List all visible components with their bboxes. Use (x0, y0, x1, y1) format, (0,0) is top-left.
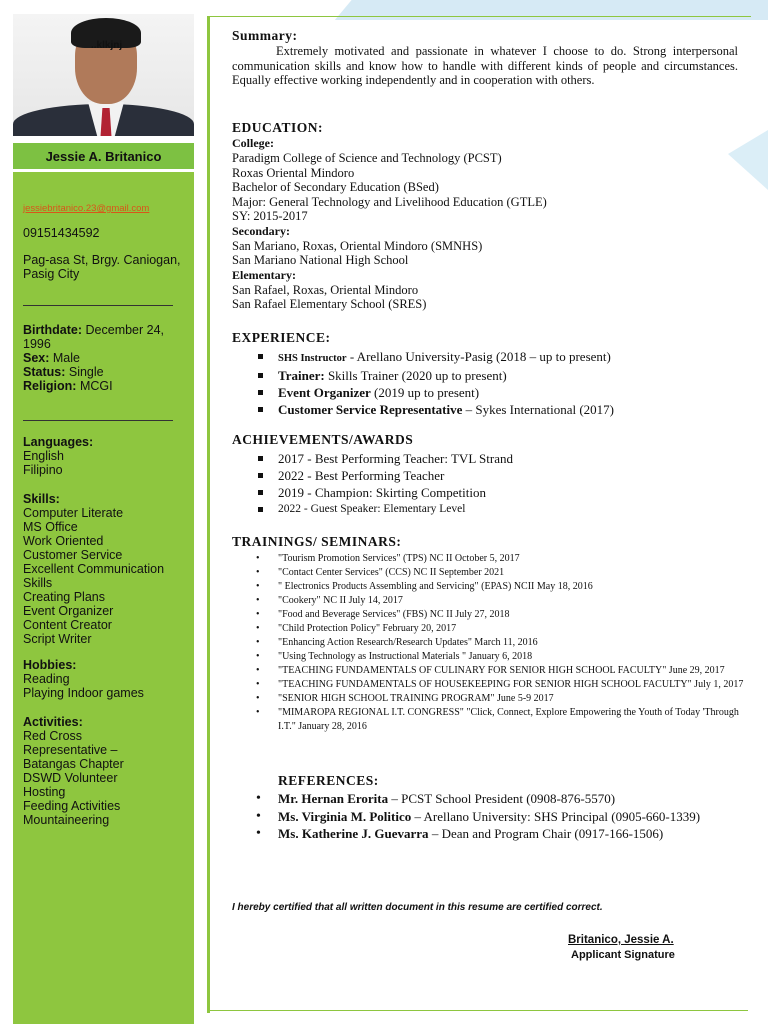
language-item: Filipino (23, 463, 63, 477)
profile-photo (13, 14, 194, 136)
activity-item: Feeding Activities (23, 799, 121, 813)
reference-item (232, 808, 738, 826)
summary-heading: Summary: (232, 28, 298, 43)
photo-caption: ..klkjnj (91, 40, 123, 51)
hobbies-heading: Hobbies: (23, 658, 77, 672)
religion-label: Religion: (23, 379, 77, 393)
divider (23, 420, 173, 421)
sex-value: Male (52, 351, 80, 365)
activity-item: DSWD Volunteer (23, 771, 118, 785)
reference-name: Ms. Virginia M. Politico (278, 808, 412, 824)
phone-number: 09151434592 (23, 226, 100, 240)
education-line: San Mariano, Roxas, Oriental Mindoro (SMNHS) (232, 238, 483, 253)
skill-item: Computer Literate (23, 506, 124, 520)
main-frame-bottom (207, 1010, 748, 1011)
skill-item: Creating Plans (23, 590, 105, 604)
secondary-label: Secondary: (232, 223, 290, 238)
skill-item: Skills (23, 576, 53, 590)
training-item: • "Child Protection Policy" February 20, 2017 (232, 622, 747, 636)
experience-item (232, 367, 738, 384)
reference-detail: – Dean and Program Chair (0917-166-1506) (428, 826, 664, 841)
trainings-section (232, 534, 747, 734)
skills-heading: Skills: (23, 492, 60, 506)
achievements-section (232, 432, 738, 518)
language-item: English (23, 449, 64, 463)
references-heading: REFERENCES: (278, 773, 379, 788)
training-item: • "Cookery" NC II July 14, 2017 (232, 594, 747, 608)
education-line: Roxas Oriental Mindoro (232, 165, 355, 180)
skill-item: Excellent Communication (23, 562, 165, 576)
achievement-item: 2019 - Champion: Skirting Competition (232, 484, 738, 501)
experience-item (232, 384, 738, 401)
personal-info (23, 323, 188, 393)
reference-detail: – PCST School President (0908-876-5570) (388, 791, 616, 806)
reference-name: Mr. Hernan Erorita (278, 791, 389, 806)
activities-heading: Activities: (23, 715, 83, 729)
experience-section (232, 330, 738, 418)
skill-item: MS Office (23, 520, 78, 534)
achievement-item: 2022 - Guest Speaker: Elementary Level (232, 501, 738, 518)
status-value: Single (68, 365, 104, 379)
training-item: • " Electronics Products Assembling and Servicing" (EPAS) NCII May 18, 2016 (232, 580, 747, 594)
education-line: Major: General Technology and Livelihood Education (GTLE) (232, 194, 547, 209)
reference-item (232, 790, 738, 808)
training-item: • "Contact Center Services" (CCS) NC II September 2021 (232, 566, 747, 580)
divider (23, 305, 173, 306)
skill-item: Customer Service (23, 548, 123, 562)
education-section (232, 120, 738, 312)
activity-item: Representative – (23, 743, 118, 757)
applicant-name: Jessie A. Britanico (13, 143, 194, 169)
achievements-heading: ACHIEVEMENTS/AWARDS (232, 432, 414, 447)
experience-detail: - Arellano University-Pasig (2018 – up to present) (346, 349, 611, 364)
elementary-label: Elementary: (232, 267, 296, 282)
email-link[interactable]: jessiebritanico.23@gmail.com (23, 203, 150, 214)
education-line: Bachelor of Secondary Education (BSed) (232, 180, 439, 194)
reference-detail: – Arellano University: SHS Principal (0905-660-1339) (411, 808, 701, 824)
skill-item: Script Writer (23, 632, 92, 646)
college-label: College: (232, 136, 274, 150)
experience-role: Event Organizer (278, 385, 371, 400)
hobbies-section (23, 658, 144, 700)
skill-item: Content Creator (23, 618, 112, 632)
experience-item (232, 401, 738, 418)
activity-item: Red Cross (23, 729, 83, 743)
activity-item: Hosting (23, 785, 66, 799)
experience-role: Customer Service Representative (278, 402, 463, 417)
reference-item (232, 825, 738, 843)
sidebar (13, 172, 194, 1024)
skills-section (23, 492, 164, 646)
summary-text: Extremely motivated and passionate in whatever I choose to do. Strong interpersonal communication skills and know how to handle with different kinds of people and circumstances. Equally effective working independently and in cooperation with others. (232, 44, 738, 87)
experience-detail: – Sykes International (2017) (462, 402, 614, 417)
certification-statement: I hereby certified that all written document in this resume are certified correct. (232, 902, 603, 913)
experience-role: Trainer: (278, 368, 325, 383)
hobby-item: Playing Indoor games (23, 686, 144, 700)
signature-name: Britanico, Jessie A. (568, 934, 674, 946)
languages-section (23, 435, 93, 477)
hobby-item: Reading (23, 672, 70, 686)
languages-heading: Languages: (23, 435, 94, 449)
status-label: Status: (23, 365, 66, 379)
trainings-heading: TRAININGS/ SEMINARS: (232, 534, 402, 549)
experience-detail: (2019 up to present) (370, 385, 480, 400)
religion-value: MCGI (79, 379, 113, 393)
activity-item: Batangas Chapter (23, 757, 124, 771)
training-item: • "Food and Beverage Services" (FBS) NC II July 27, 2018 (232, 608, 747, 622)
birthdate-value: December 24, 1996 (23, 323, 165, 351)
training-item: • "Using Technology as Instructional Materials " January 6, 2018 (232, 650, 747, 664)
education-line: SY: 2015-2017 (232, 209, 308, 223)
education-line: San Mariano National High School (232, 253, 409, 267)
education-line: San Rafael, Roxas, Oriental Mindoro (232, 282, 419, 297)
experience-heading: EXPERIENCE: (232, 330, 331, 345)
experience-role: SHS Instructor (278, 353, 347, 364)
summary-section (232, 28, 738, 88)
skill-item: Event Organizer (23, 604, 114, 618)
activity-item: Mountaineering (23, 813, 110, 827)
references-section (232, 773, 738, 843)
training-item: • "SENIOR HIGH SCHOOL TRAINING PROGRAM" June 5-9 2017 (232, 692, 747, 706)
experience-item (232, 348, 738, 367)
address: Pag-asa St, Brgy. Caniogan, Pasig City (23, 253, 181, 281)
training-item: • "Enhancing Action Research/Research Updates" March 11, 2016 (232, 636, 747, 650)
skill-item: Work Oriented (23, 534, 104, 548)
sex-label: Sex: (23, 351, 50, 365)
achievement-item: 2017 - Best Performing Teacher: TVL Strand (232, 450, 738, 467)
reference-name: Ms. Katherine J. Guevarra (278, 826, 429, 841)
activities-section (23, 715, 124, 827)
education-heading: EDUCATION: (232, 120, 324, 135)
training-item: • "TEACHING FUNDAMENTALS OF HOUSEKEEPING FOR SENIOR HIGH SCHOOL FACULTY" July 1, 2017 (232, 678, 747, 692)
experience-detail: Skills Trainer (2020 up to present) (324, 368, 507, 383)
achievement-item: 2022 - Best Performing Teacher (232, 467, 738, 484)
training-item: • "Tourism Promotion Services" (TPS) NC II October 5, 2017 (232, 552, 747, 566)
training-item: • "TEACHING FUNDAMENTALS OF CULINARY FOR SENIOR HIGH SCHOOL FACULTY" June 29, 2017 (232, 664, 747, 678)
education-line: Paradigm College of Science and Technology (PCST) (232, 151, 502, 165)
training-item: • "MIMAROPA REGIONAL I.T. CONGRESS" "Click, Connect, Explore Empowering the Youth of Today 'Through I.T." January 28, 2016 (232, 706, 747, 734)
birthdate-label: Birthdate: (23, 323, 83, 337)
education-line: San Rafael Elementary School (SRES) (232, 297, 427, 311)
signature-label: Applicant Signature (571, 949, 675, 961)
